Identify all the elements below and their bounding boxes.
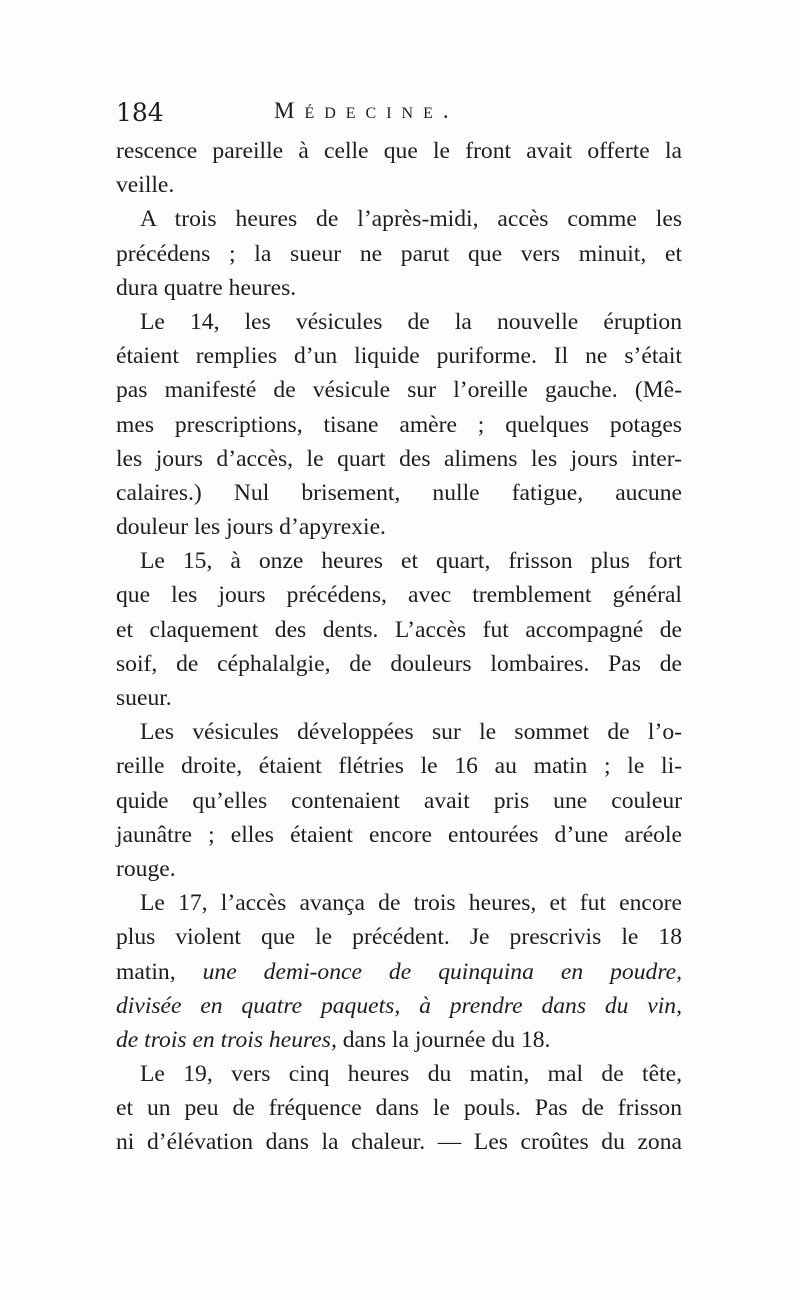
text-segment: Le 17, l’accès avança de trois heures, et fut encore <box>140 890 682 917</box>
text-line <box>116 818 682 852</box>
text-line <box>116 955 682 989</box>
italic-text: divisée en quatre paquets, à prendre dans du vin, <box>116 992 682 1019</box>
italic-text: une demi-once de quinquina en poudre, <box>202 958 682 985</box>
text-segment: les jours d’accès, le quart des alimens les jours inter- <box>116 445 682 472</box>
text-line <box>116 305 682 339</box>
text-segment: ni d’élévation dans la chaleur. — Les croûtes du zona <box>116 1129 682 1156</box>
text-segment: reille droite, étaient flétries le 16 au matin ; le li- <box>116 753 682 780</box>
text-line <box>116 852 682 886</box>
text-segment: rescence pareille à celle que le front avait offerte la <box>116 138 682 164</box>
text-line <box>116 613 682 647</box>
text-line <box>116 920 682 954</box>
text-line <box>116 784 682 818</box>
text-segment: dans la journée du 18. <box>336 1026 551 1053</box>
text-line <box>116 373 682 407</box>
text-segment: plus violent que le précédent. Je prescrivis le 18 <box>116 924 682 951</box>
text-line <box>116 510 682 544</box>
text-line <box>116 1023 682 1057</box>
text-segment: quide qu’elles contenaient avait pris une couleur <box>116 787 682 814</box>
text-line <box>116 202 682 236</box>
text-line <box>116 1091 682 1125</box>
text-segment: rouge. <box>116 855 176 882</box>
text-segment: sueur. <box>116 685 172 711</box>
text-line <box>116 715 682 749</box>
text-line <box>116 134 682 168</box>
text-segment: Le 15, à onze heures et quart, frisson plus fort <box>140 548 682 575</box>
text-line <box>116 681 682 715</box>
text-segment: veille. <box>116 172 175 199</box>
text-segment: soif, de céphalalgie, de douleurs lombaires. Pas de <box>116 650 682 677</box>
text-segment: que les jours précédens, avec tremblement général <box>116 582 682 609</box>
text-line <box>116 442 682 476</box>
text-segment: pas manifesté de vésicule sur l’oreille gauche. (Mê- <box>116 377 682 404</box>
text-line <box>116 237 682 271</box>
text-segment: et claquement des dents. L’accès fut accompagné de <box>116 616 682 643</box>
running-title: Médecine. <box>274 98 459 123</box>
text-line <box>116 339 682 373</box>
text-segment: et un peu de fréquence dans le pouls. Pas de frisson <box>116 1095 682 1122</box>
text-line <box>116 476 682 510</box>
text-segment: jaunâtre ; elles étaient encore entourées d’une aréole <box>116 821 682 848</box>
running-head <box>116 98 696 132</box>
text-segment: mes prescriptions, tisane amère ; quelques potages <box>116 411 682 438</box>
text-segment: Le 19, vers cinq heures du matin, mal de tête, <box>140 1061 682 1088</box>
text-line <box>116 168 682 202</box>
text-segment: douleur les jours d’apyrexie. <box>116 514 386 541</box>
text-line <box>116 886 682 920</box>
text-line <box>116 989 682 1023</box>
text-line <box>116 408 682 442</box>
text-segment: calaires.) Nul brisement, nulle fatigue, aucune <box>116 479 682 506</box>
text-segment: A trois heures de l’après-midi, accès comme les <box>140 206 682 233</box>
text-line <box>116 578 682 612</box>
page-number: 184 <box>116 98 164 127</box>
text-line <box>116 1125 682 1159</box>
text-line <box>116 544 682 578</box>
text-line <box>116 271 682 305</box>
text-segment: Les vésicules développées sur le sommet de l’o- <box>140 719 682 746</box>
text-segment: Le 14, les vésicules de la nouvelle éruption <box>140 308 682 335</box>
text-line <box>116 1057 682 1091</box>
text-line <box>116 647 682 681</box>
text-segment: matin, <box>116 958 203 985</box>
text-segment: précédens ; la sueur ne parut que vers minuit, et <box>116 240 682 267</box>
text-segment: étaient remplies d’un liquide puriforme. Il ne s’était <box>116 343 682 370</box>
italic-text: de trois en trois heures, <box>116 1026 337 1053</box>
text-segment: dura quatre heures. <box>116 274 297 301</box>
text-line <box>116 749 682 783</box>
text-body <box>116 134 682 1160</box>
